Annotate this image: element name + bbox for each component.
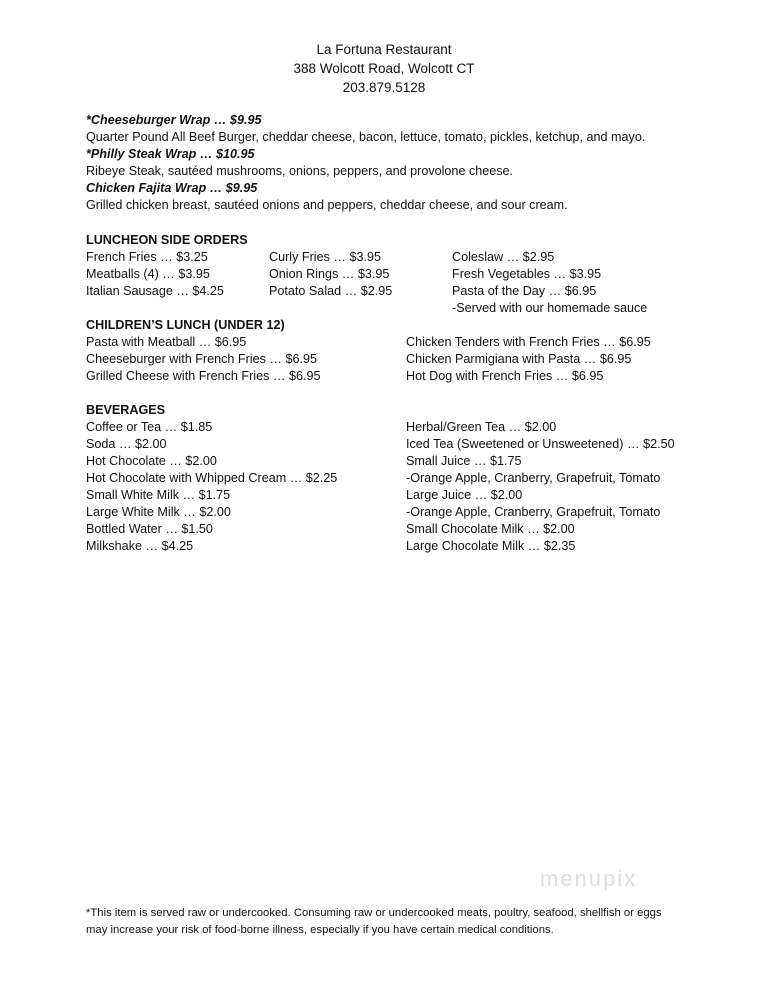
menu-item: Hot Dog with French Fries … $6.95 <box>406 369 604 383</box>
menu-item: Cheeseburger with French Fries … $6.95 <box>86 352 317 366</box>
watermark-logo: menupix <box>540 866 638 891</box>
menu-item: Large Juice … $2.00 <box>406 488 523 502</box>
sides-heading: LUNCHEON SIDE ORDERS <box>86 233 248 247</box>
wrap-description: Quarter Pound All Beef Burger, cheddar cheese, bacon, lettuce, tomato, pickles, ketchup, and mayo. <box>86 130 646 144</box>
menu-item: Hot Chocolate … $2.00 <box>86 454 217 468</box>
menu-item: Italian Sausage … $4.25 <box>86 284 224 298</box>
menu-item: Bottled Water … $1.50 <box>86 522 213 536</box>
menu-item: Large Chocolate Milk … $2.35 <box>406 539 576 553</box>
menu-item: Large White Milk … $2.00 <box>86 505 231 519</box>
menu-item: Potato Salad … $2.95 <box>269 284 393 298</box>
wrap-title: *Cheeseburger Wrap … $9.95 <box>86 113 262 127</box>
restaurant-address: 388 Wolcott Road, Wolcott CT <box>293 61 475 76</box>
disclaimer-line: *This item is served raw or undercooked. Consuming raw or undercooked meats, poultry, seafood, shellfish or eggs <box>86 907 662 919</box>
menu-item: Pasta of the Day … $6.95 <box>452 284 597 298</box>
sides-column-1 <box>86 249 224 300</box>
menu-item: Chicken Parmigiana with Pasta … $6.95 <box>406 352 632 366</box>
restaurant-header <box>0 40 768 97</box>
menu-item: Small Chocolate Milk … $2.00 <box>406 522 575 536</box>
sides-column-3 <box>452 249 647 317</box>
menu-item: Chicken Tenders with French Fries … $6.95 <box>406 335 651 349</box>
menu-item: Milkshake … $4.25 <box>86 539 194 553</box>
wrap-description: Ribeye Steak, sautéed mushrooms, onions, peppers, and provolone cheese. <box>86 164 514 178</box>
footer-disclaimer <box>86 905 662 939</box>
menu-item: Curly Fries … $3.95 <box>269 250 381 264</box>
restaurant-name: La Fortuna Restaurant <box>316 42 452 57</box>
menu-item: Coffee or Tea … $1.85 <box>86 420 213 434</box>
menu-item: Herbal/Green Tea … $2.00 <box>406 420 557 434</box>
children-column-2 <box>406 334 651 385</box>
beverages-heading: BEVERAGES <box>86 403 166 417</box>
menu-item: Soda … $2.00 <box>86 437 167 451</box>
menu-item-note: -Served with our homemade sauce <box>452 301 648 315</box>
menu-item: Grilled Cheese with French Fries … $6.95 <box>86 369 321 383</box>
menu-item: Hot Chocolate with Whipped Cream … $2.25 <box>86 471 338 485</box>
children-column-1 <box>86 334 320 385</box>
menu-item: Pasta with Meatball … $6.95 <box>86 335 247 349</box>
disclaimer-line: may increase your risk of food-borne illness, especially if you have certain medical conditions. <box>86 924 554 936</box>
menu-item-note: -Orange Apple, Cranberry, Grapefruit, Tomato <box>406 505 661 519</box>
beverages-column-2 <box>406 419 675 555</box>
menu-item: Meatballs (4) … $3.95 <box>86 267 210 281</box>
menu-item-note: -Orange Apple, Cranberry, Grapefruit, Tomato <box>406 471 661 485</box>
menu-item: Small White Milk … $1.75 <box>86 488 231 502</box>
wrap-description: Grilled chicken breast, sautéed onions and peppers, cheddar cheese, and sour cream. <box>86 198 568 212</box>
children-heading: CHILDREN’S LUNCH (UNDER 12) <box>86 318 285 332</box>
sides-column-2 <box>269 249 392 300</box>
wrap-title: *Philly Steak Wrap … $10.95 <box>86 147 255 161</box>
wraps-section <box>86 112 645 214</box>
menu-item: French Fries … $3.25 <box>86 250 208 264</box>
menu-item: Small Juice … $1.75 <box>406 454 522 468</box>
menu-item: Iced Tea (Sweetened or Unsweetened) … $2.50 <box>406 437 675 451</box>
wrap-title: Chicken Fajita Wrap … $9.95 <box>86 181 258 195</box>
menu-item: Onion Rings … $3.95 <box>269 267 390 281</box>
menu-item: Coleslaw … $2.95 <box>452 250 555 264</box>
menu-item: Fresh Vegetables … $3.95 <box>452 267 602 281</box>
beverages-column-1 <box>86 419 337 555</box>
restaurant-phone: 203.879.5128 <box>342 80 426 95</box>
